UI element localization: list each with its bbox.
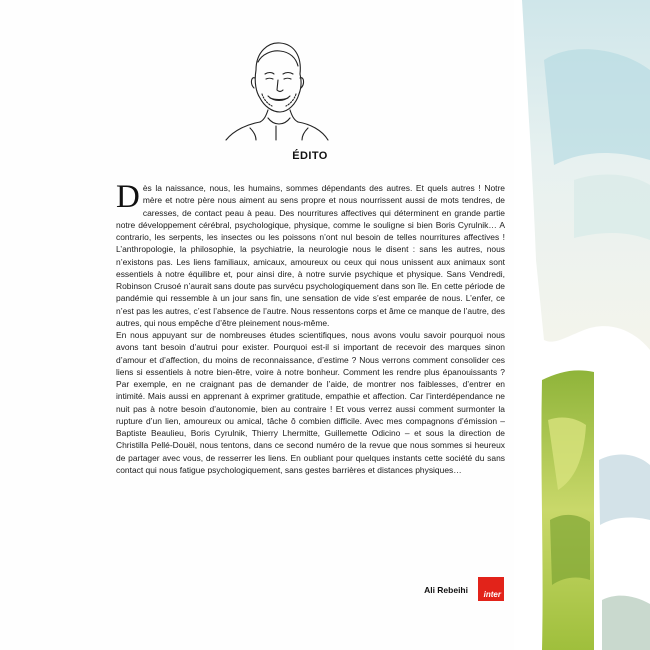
signature bbox=[380, 577, 506, 603]
editorial-text bbox=[116, 179, 505, 476]
paragraph-1-text: ès la naissance, nous, les humains, sommes dépendants des autres. Et quels autres ! Notre mère et notre père nous aiment au sens propre et nous nourrissent aussi de mots tendres, de caresses, de contact peau à peau. Des nourritures affectives qui déterminent en grande partie notre développement cérébral, psychologique, physique, comme le souligne si bien Boris Cyrulnik… A contrario, les serpents, les insectes ou les poissons n’ont nul besoin de telles nourritures affectives ! L’anthropologie, la philosophie, la psychiatrie, la neurologie nous le disent : sans les autres, nous n’existons pas. Les liens familiaux, amicaux, amoureux ou ceux qui nous unissent aux animaux sont essentiels à notre équilibre et, pour ainsi dire, à notre survie psychique et physique. Sans Vendredi, Robinson Crusoé n’aurait sans doute pas survécu psychologiquement dans son île. En cette période de pandémie qui ressemble à un jour sans fin, une sensation de vide s’est emparée de nous. L’enfer, ce n’est pas les autres, c’est l’absence de l’autre. Nous ressentons corps et âme ce manque de l’autre, des autres, qui nous empêche d’être pleinement nous-même. bbox=[116, 183, 505, 328]
logo-text: inter bbox=[483, 590, 501, 599]
dropcap: D bbox=[116, 179, 140, 215]
cover-edge-illustration bbox=[514, 0, 650, 650]
inter-logo-icon bbox=[478, 577, 504, 601]
sketch-portrait-icon bbox=[220, 34, 330, 142]
page-title: ÉDITO bbox=[292, 150, 328, 162]
paragraph-1 bbox=[116, 179, 505, 329]
author-name: Ali Rebeihi bbox=[424, 585, 468, 595]
paragraph-2: En nous appuyant sur de nombreuses études scientifiques, nous avons voulu savoir pourquoi nous avons tant besoin d’autrui pour exister. Pourquoi est-il si important de recevoir des marques sinon d’amour et d’affection, du moins de reconnaissance, d’estime ? Nous verrons comment consolider ces liens si essentiels à notre bien-être, voire à notre bonheur. Comment les rendre plus épanouissants ? Par exemple, en ne craignant pas de demander de l’aide, de montrer nos faiblesses, d’entrer en intimité. Mais aussi en apprenant à exprimer gratitude, empathie et affection. Car l’interdépendance ne nuit pas à notre besoin d’autonomie, bien au contraire ! Et vous verrez aussi comment surmonter la rupture d’un lien, amoureux ou amical, tâche ô combien difficile. Avec mes compagnons d’émission – Baptiste Beaulieu, Boris Cyrulnik, Thierry Lhermitte, Guillemette Odicino – et sous la direction de Christilla Pellé-Douël, nous tentons, dans ce second numéro de la revue que nous sommes si heureux de partager avec vous, de resserrer les liens. En oubliant pour quelques instants cette société du sans contact qui nous fatigue psychologiquement, sans gestes barrières et distances physiques… bbox=[116, 330, 505, 475]
